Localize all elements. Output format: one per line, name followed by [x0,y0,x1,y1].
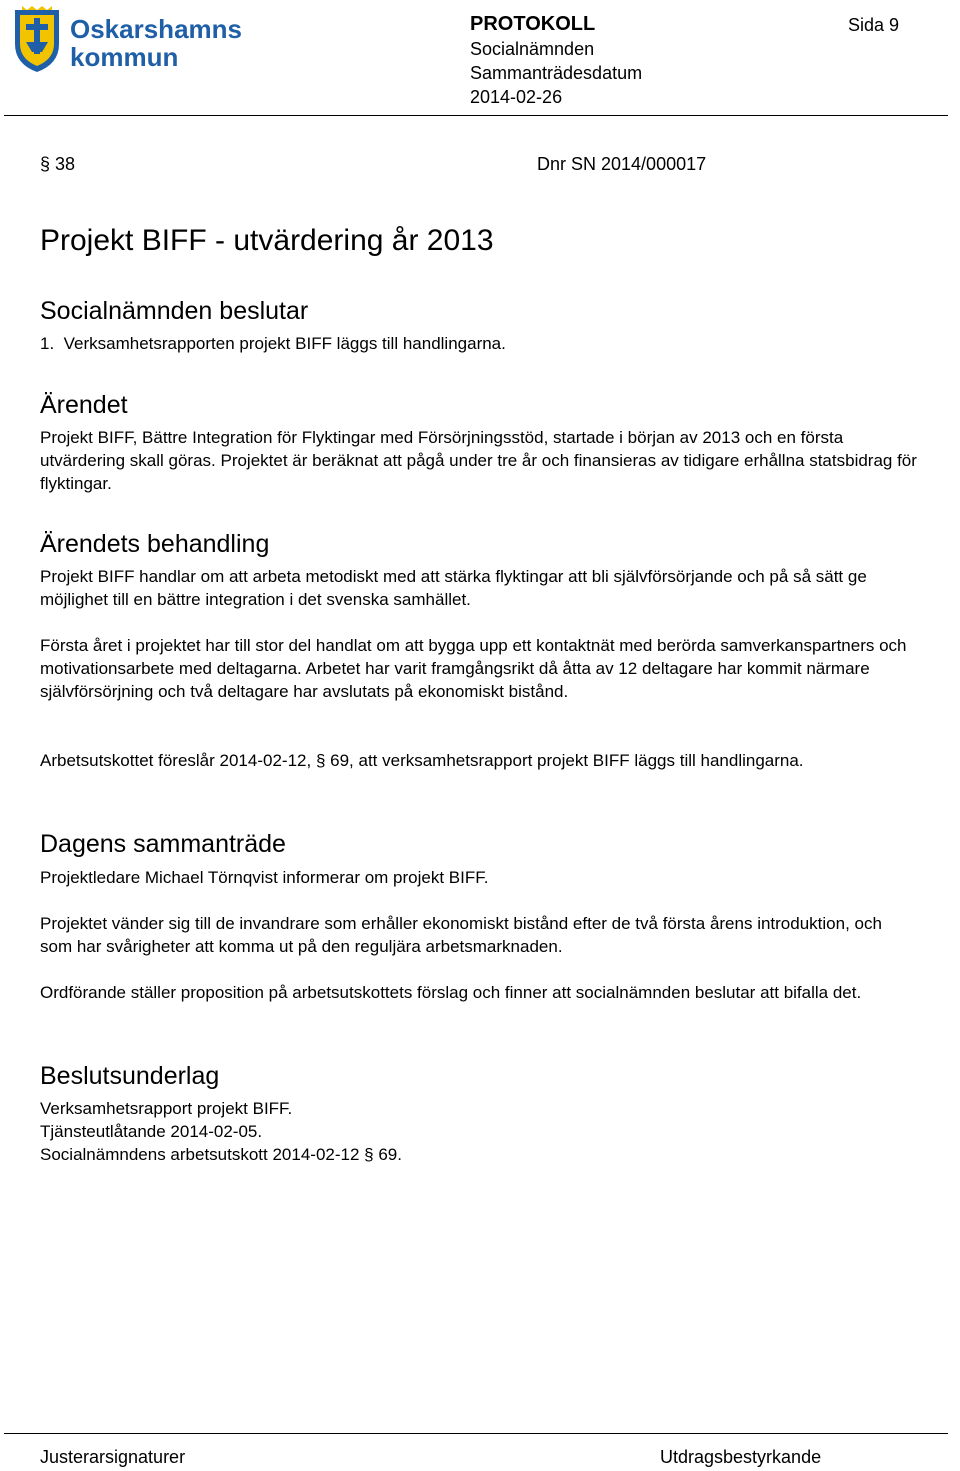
basis-item-3 [40,1143,402,1166]
section-number: 38 [55,154,76,174]
document-type: PROTOKOLL [470,13,596,35]
municipality-logo [12,4,262,76]
page-title: Projekt BIFF - utvärdering år 2013 [40,224,494,257]
handling-heading: Ärendets behandling [40,530,270,558]
section-symbol: § [315,751,326,770]
basis-item-2: Tjänsteutlåtande 2014-02-05. [40,1122,263,1141]
handling-paragraph-2: Första året i projektet har till stor del handlat om att bygga upp ett kontaktnät med berörda samverkanspartners och motivationsarbete med deltagarna. Arbetet har varit framgångsrikt då åtta av 12 deltagare har kommit närmare självförsörjning och två deltagare har avslutats på ekonomiskt bistånd. [40,636,907,701]
handling-paragraph-3 [40,749,830,772]
footer-rule [4,1433,948,1434]
handling-p3-text-b: 69, att verksamhetsrapport projekt BIFF läggs till handlingarna. [325,751,804,770]
basis-item-3-text-b: 69. [373,1145,402,1164]
meeting-heading: Dagens sammanträde [40,830,286,858]
section-symbol: § [364,1145,374,1164]
logo-text-line1: Oskarshamns [70,14,242,44]
decision-item: 1. Verksamhetsrapporten projekt BIFF läggs till handlingarna. [40,334,506,353]
handling-paragraph-1: Projekt BIFF handlar om att arbeta metodiskt med att stärka flyktingar att bli självförsörjande och på så sätt ge möjlighet till en bättre integration i det svenska samhället. [40,567,867,609]
decision-heading: Socialnämnden beslutar [40,297,309,325]
basis-item-1: Verksamhetsrapport projekt BIFF. [40,1099,293,1118]
logo-text-line2: kommun [70,42,179,72]
coat-of-arms-icon [12,4,62,74]
committee-name: Socialnämnden [470,39,595,59]
basis-heading: Beslutsunderlag [40,1062,220,1090]
meeting-paragraph-1: Projektledare Michael Törnqvist informerar om projekt BIFF. [40,868,489,887]
matter-heading: Ärendet [40,391,128,419]
header-rule [4,115,948,116]
date-label: Sammanträdesdatum [470,63,643,83]
footer-signatures-label: Justerarsignaturer [40,1447,186,1467]
basis-item-3-text-a: Socialnämndens arbetsutskott 2014-02-12 [40,1145,365,1164]
meeting-paragraph-2: Projektet vänder sig till de invandrare som erhåller ekonomiskt bistånd efter de två första årens introduktion, och som har svårigheter att komma ut på den reguljära arbetsmarknaden. [40,914,882,956]
paragraph-number [40,153,75,176]
page-number: Sida 9 [848,15,900,35]
handling-p3-text-a: Arbetsutskottet föreslår 2014-02-12, [40,751,316,770]
meeting-paragraph-3: Ordförande ställer proposition på arbetsutskottets förslag och finner att socialnämnden beslutar att bifalla det. [40,983,862,1002]
meeting-date: 2014-02-26 [470,87,563,107]
diary-number: Dnr SN 2014/000017 [537,154,707,174]
footer-certification-label: Utdragsbestyrkande [660,1447,822,1467]
section-symbol: § [40,154,51,174]
matter-text: Projekt BIFF, Bättre Integration för Flyktingar med Försörjningsstöd, startade i början av 2013 och en första utvärdering skall göras. Projektet är beräknat att pågå under tre år och finansieras av tidigare erhållna statsbidrag för flyktingar. [40,428,917,493]
